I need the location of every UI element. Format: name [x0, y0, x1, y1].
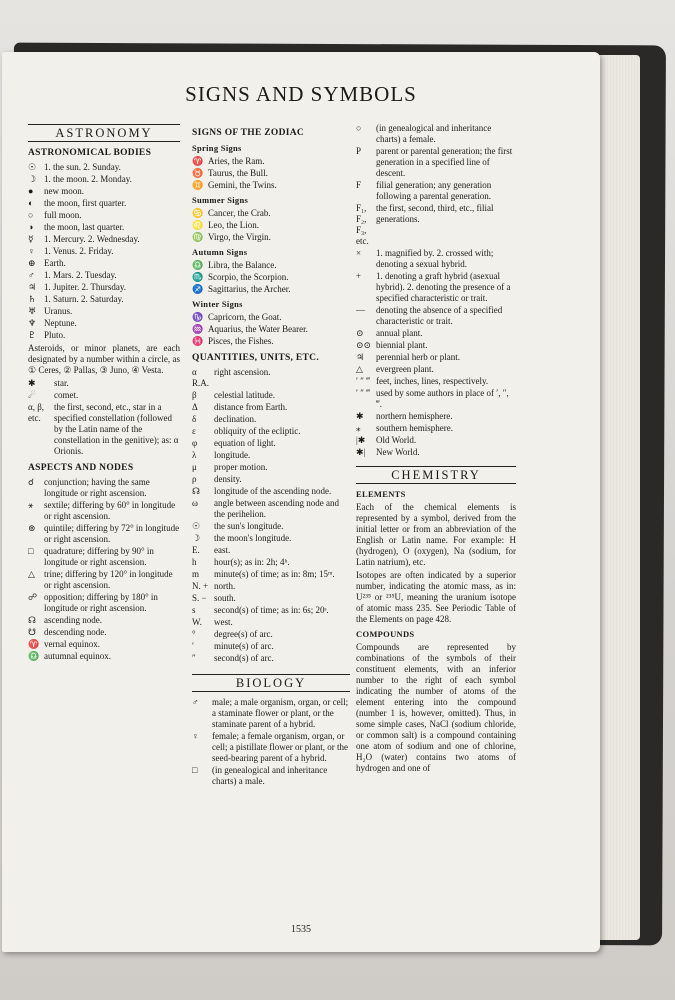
bodies2-list — [28, 378, 180, 457]
entry-text: male; a male organism, organ, or cell; a staminate flower or plant, or the staminate parent of a hybrid. — [212, 697, 349, 729]
aspects-list — [28, 477, 180, 662]
entry-row — [192, 581, 350, 592]
entry-row — [28, 390, 180, 401]
symbol: ♀ — [28, 246, 35, 256]
entry-text: Scorpio, the Scorpion. — [208, 272, 289, 282]
symbol: S. − — [192, 593, 207, 603]
symbol: |✱ — [356, 435, 366, 445]
symbol: □ — [28, 546, 34, 556]
entry-row — [356, 328, 516, 339]
entry-text: quintile; differing by 72° in longitude or right ascension. — [44, 523, 180, 544]
symbol: ✱| — [356, 447, 366, 457]
symbol: ● — [28, 186, 34, 196]
entry-row — [192, 324, 350, 335]
quantities-list — [192, 367, 350, 664]
entry-row — [192, 617, 350, 628]
entry-text: Aries, the Ram. — [208, 156, 265, 166]
entry-row — [356, 180, 516, 202]
entry-row — [28, 306, 180, 317]
symbol: δ — [192, 414, 197, 424]
entry-text: Virgo, the Virgin. — [208, 232, 271, 242]
symbol: □ — [192, 765, 198, 775]
symbol: ⊚ — [28, 523, 36, 533]
entry-text: the first, second, third, etc., filial generations. — [376, 203, 494, 224]
entry-text: used by some authors in place of ′, ″, ‴. — [376, 388, 509, 409]
entry-text: evergreen plant. — [376, 364, 434, 374]
entry-text: 1. the sun. 2. Sunday. — [44, 162, 121, 172]
symbol: ♆ — [28, 318, 37, 328]
entry-text: vernal equinox. — [44, 639, 100, 649]
entry-text: autumnal equinox. — [44, 651, 111, 661]
entry-text: Aquarius, the Water Bearer. — [208, 324, 308, 334]
entry-text: descending node. — [44, 627, 107, 637]
entry-row — [28, 234, 180, 245]
book-page — [2, 52, 600, 952]
entry-text: feet, inches, lines, respectively. — [376, 376, 489, 386]
entry-row — [356, 123, 516, 145]
symbol: ε — [192, 426, 196, 436]
symbol: ⊙ — [356, 328, 364, 338]
entry-text: Leo, the Lion. — [208, 220, 259, 230]
entry-row — [28, 294, 180, 305]
entry-row — [28, 330, 180, 341]
entry-text: the moon, first quarter. — [44, 198, 127, 208]
symbol: F₁, F₂, F₃, etc. — [356, 203, 369, 246]
entry-row — [28, 651, 180, 662]
symbol: ☄ — [28, 390, 37, 400]
entry-row — [28, 523, 180, 545]
entry-text: annual plant. — [376, 328, 423, 338]
symbol: ☉ — [28, 162, 37, 172]
symbol: ♍ — [192, 232, 204, 242]
biology-heading: BIOLOGY — [192, 674, 350, 692]
entry-text: quadrature; differing by 90° in longitude or right ascension. — [44, 546, 154, 567]
entry-text: southern hemisphere. — [376, 423, 453, 433]
entry-text: right ascension. — [214, 367, 271, 377]
entry-text: 1. Mercury. 2. Wednesday. — [44, 234, 140, 244]
symbol: ☉ — [192, 521, 201, 531]
entry-text: Gemini, the Twins. — [208, 180, 277, 190]
symbol: ⁎ — [356, 423, 361, 433]
entry-row — [28, 186, 180, 197]
zodiac-group-list — [192, 208, 350, 243]
chemistry-heading: CHEMISTRY — [356, 466, 516, 484]
entry-text: equation of light. — [214, 438, 276, 448]
entry-text: the moon, last quarter. — [44, 222, 125, 232]
symbol: ♋ — [192, 208, 204, 218]
column-zodiac — [192, 122, 350, 788]
entry-row — [192, 498, 350, 520]
symbol: ☍ — [28, 592, 38, 602]
symbol: + — [356, 271, 362, 281]
entry-text: 1. Mars. 2. Tuesday. — [44, 270, 117, 280]
entry-row — [192, 232, 350, 243]
entry-text: ascending node. — [44, 615, 102, 625]
symbol: ♓ — [192, 336, 204, 346]
entry-text: northern hemisphere. — [376, 411, 453, 421]
entry-row — [28, 500, 180, 522]
symbol: ⚹ — [28, 500, 34, 510]
zodiac-group-heading: Spring Signs — [192, 143, 242, 153]
entry-text: 1. magnified by. 2. crossed with; denoting a sexual hybrid. — [376, 248, 494, 269]
page-title: SIGNS AND SYMBOLS — [185, 82, 417, 106]
entry-text: second(s) of time; as in: 6s; 20ˢ. — [214, 605, 329, 615]
entry-row — [356, 203, 516, 247]
entry-row — [356, 352, 516, 363]
entry-row — [192, 180, 350, 191]
symbol: ♄ — [28, 294, 37, 304]
symbol: ◐ — [28, 198, 34, 208]
entry-row — [28, 198, 180, 209]
symbol: h — [192, 557, 197, 567]
entry-text: obliquity of the ecliptic. — [214, 426, 301, 436]
entry-row — [192, 629, 350, 640]
entry-row — [356, 146, 516, 179]
symbol: ♉ — [192, 168, 204, 178]
zodiac-group-heading: Winter Signs — [192, 299, 243, 309]
symbol: ♂ — [28, 270, 35, 280]
symbol: ♅ — [28, 306, 37, 316]
zodiac-group-heading: Autumn Signs — [192, 247, 248, 257]
entry-text: west. — [214, 617, 233, 627]
symbol: ′ ″ ‴ — [356, 376, 370, 386]
symbol: ω — [192, 498, 198, 508]
entry-text: 1. Venus. 2. Friday. — [44, 246, 114, 256]
zodiac-group-list — [192, 260, 350, 295]
symbol: ☽ — [192, 533, 201, 543]
aspects-heading: ASPECTS AND NODES — [28, 463, 134, 473]
entry-row — [192, 605, 350, 616]
entry-row — [192, 697, 350, 730]
symbol: Δ — [192, 402, 198, 412]
symbol: φ — [192, 438, 198, 448]
symbol: α, β, etc. — [28, 402, 45, 423]
entry-row — [28, 162, 180, 173]
entry-text: longitude. — [214, 450, 251, 460]
symbol: ♀ — [192, 731, 199, 741]
zodiac-group-list — [192, 312, 350, 347]
symbol: ♐ — [192, 284, 204, 294]
entry-row — [192, 156, 350, 167]
entry-row — [356, 447, 516, 458]
entry-row — [356, 435, 516, 446]
entry-text: New World. — [376, 447, 420, 457]
symbol: ′ — [192, 641, 194, 651]
zodiac-group-list — [192, 156, 350, 191]
biology-list-second — [356, 123, 516, 458]
symbol: ♑ — [192, 312, 204, 322]
entry-row — [192, 336, 350, 347]
entry-row — [28, 477, 180, 499]
entry-row — [192, 533, 350, 544]
entry-text: Sagittarius, the Archer. — [208, 284, 291, 294]
zodiac-groups — [192, 143, 350, 347]
symbol: ☊ — [192, 486, 200, 496]
symbol: ♎ — [28, 651, 40, 661]
entry-row — [192, 438, 350, 449]
column-biology-chemistry — [356, 122, 516, 776]
entry-text: north. — [214, 581, 236, 591]
symbol: ⊙⊙ — [356, 340, 372, 350]
entry-text: filial generation; any generation following a parental generation. — [376, 180, 492, 201]
entry-row — [192, 731, 350, 764]
elements-heading: ELEMENTS — [356, 489, 406, 499]
symbol: — — [356, 305, 365, 315]
entry-row — [356, 305, 516, 327]
entry-text: Pisces, the Fishes. — [208, 336, 274, 346]
entry-row — [28, 282, 180, 293]
entry-row — [192, 284, 350, 295]
entry-text: proper motion. — [214, 462, 268, 472]
bodies-list — [28, 162, 180, 341]
symbol: ρ — [192, 474, 197, 484]
entry-row — [192, 402, 350, 413]
entry-row — [192, 208, 350, 219]
symbol: ♃ — [356, 352, 365, 362]
symbol: μ — [192, 462, 197, 472]
symbol: ♃ — [28, 282, 37, 292]
compounds-heading: COMPOUNDS — [356, 629, 415, 639]
entry-text: Libra, the Balance. — [208, 260, 277, 270]
entry-text: Neptune. — [44, 318, 77, 328]
entry-text: conjunction; having the same longitude or right ascension. — [44, 477, 150, 498]
symbol: ☿ — [28, 234, 34, 244]
entry-text: east. — [214, 545, 231, 555]
entry-text: parent or parental generation; the first generation in a specified line of descent. — [376, 146, 513, 178]
entry-row — [192, 521, 350, 532]
symbol: W. — [192, 617, 202, 627]
entry-text: full moon. — [44, 210, 82, 220]
biology-list-first — [192, 697, 350, 787]
entry-row — [28, 627, 180, 638]
entry-text: minute(s) of arc. — [214, 641, 274, 651]
symbol: ☊ — [28, 615, 36, 625]
entry-row — [192, 272, 350, 283]
symbol: β — [192, 390, 197, 400]
entry-text: minute(s) of time; as in: 8m; 15ᵐ. — [214, 569, 335, 579]
symbol: ♇ — [28, 330, 37, 340]
entry-row — [192, 653, 350, 664]
entry-row — [28, 222, 180, 233]
entry-row — [192, 367, 350, 389]
entry-text: second(s) of arc. — [214, 653, 274, 663]
column-astronomy — [28, 122, 180, 663]
symbol: ✱ — [28, 378, 36, 388]
quantities-heading: QUANTITIES, UNITS, ETC. — [192, 353, 320, 363]
entry-text: Old World. — [376, 435, 417, 445]
entry-text: biennial plant. — [376, 340, 428, 350]
entry-row — [192, 765, 350, 787]
entry-text: Pluto. — [44, 330, 66, 340]
symbol: ☌ — [28, 477, 35, 487]
entry-text: celestial latitude. — [214, 390, 275, 400]
entry-text: south. — [214, 593, 236, 603]
entry-row — [28, 402, 180, 457]
symbol: ✱ — [356, 411, 364, 421]
entry-row — [192, 462, 350, 473]
entry-row — [28, 639, 180, 650]
entry-text: the moon's longitude. — [214, 533, 292, 543]
symbol: ☽ — [28, 174, 37, 184]
entry-row — [192, 557, 350, 568]
entry-text: degree(s) of arc. — [214, 629, 273, 639]
bodies-heading: ASTRONOMICAL BODIES — [28, 148, 152, 158]
symbol: ″ — [192, 653, 196, 663]
symbol: △ — [356, 364, 363, 374]
entry-row — [192, 426, 350, 437]
symbol: ⊕ — [28, 258, 36, 268]
entry-text: density. — [214, 474, 242, 484]
entry-text: star. — [54, 378, 69, 388]
symbol: ♒ — [192, 324, 204, 334]
entry-row — [28, 246, 180, 257]
entry-text: longitude of the ascending node. — [214, 486, 332, 496]
symbol: × — [356, 248, 362, 258]
zodiac-group-heading: Summer Signs — [192, 195, 249, 205]
entry-text: the sun's longitude. — [214, 521, 284, 531]
entry-row — [28, 258, 180, 269]
entry-row — [356, 364, 516, 375]
astronomy-heading: ASTRONOMY — [28, 124, 180, 142]
entry-row — [192, 312, 350, 323]
entry-row — [356, 376, 516, 387]
entry-row — [28, 592, 180, 614]
entry-row — [192, 545, 350, 556]
entry-row — [28, 378, 180, 389]
entry-row — [356, 248, 516, 270]
entry-row — [28, 210, 180, 221]
entry-text: 1. denoting a graft hybrid (asexual hybrid). 2. denoting the presence of a specified characteristic or trait. — [376, 271, 511, 303]
elements-text: Each of the chemical elements is represented by a symbol, derived from the initial letter or from an abbreviation of the English or Latin name. For example: H (hydrogen), O (oxygen), Na (sodium, for Latin natrium), etc. — [356, 502, 516, 567]
asteroids-note: Asteroids, or minor planets, are each designated by a number within a circle, as ① Ceres, ② Pallas, ③ Juno, ④ Vesta. — [28, 343, 180, 375]
symbol: ◑ — [28, 222, 34, 232]
entry-text: declination. — [214, 414, 257, 424]
entry-row — [192, 486, 350, 497]
symbol: α R.A. — [192, 367, 210, 388]
entry-text: distance from Earth. — [214, 402, 288, 412]
entry-text: denoting the absence of a specified characteristic or trait. — [376, 305, 503, 326]
entry-text: hour(s); as in: 2h; 4ʰ. — [214, 557, 290, 567]
entry-text: 1. Jupiter. 2. Thursday. — [44, 282, 126, 292]
entry-row — [28, 615, 180, 626]
entry-row — [28, 174, 180, 185]
page-number: 1535 — [291, 924, 311, 935]
symbol: λ — [192, 450, 197, 460]
symbol: ○ — [28, 210, 34, 220]
entry-row — [356, 411, 516, 422]
entry-text: Cancer, the Crab. — [208, 208, 271, 218]
entry-row — [356, 423, 516, 434]
entry-text: opposition; differing by 180° in longitude or right ascension. — [44, 592, 158, 613]
symbol: ° — [192, 629, 196, 639]
entry-text: angle between ascending node and the perihelion. — [214, 498, 339, 519]
symbol: P — [356, 146, 362, 156]
symbol: ○ — [356, 123, 362, 133]
symbol: ♈ — [28, 639, 40, 649]
entry-row — [192, 220, 350, 231]
entry-text: comet. — [54, 390, 79, 400]
entry-text: Capricorn, the Goat. — [208, 312, 282, 322]
entry-row — [192, 168, 350, 179]
entry-row — [192, 593, 350, 604]
entry-text: Uranus. — [44, 306, 73, 316]
isotopes-text: Isotopes are often indicated by a superior number, indicating the atomic mass, as in: U²³⁵ or ²³⁵U, meaning the uranium isotope of atomic mass 235. See Periodic Table of the Elements on page 428. — [356, 570, 516, 624]
entry-text: 1. Saturn. 2. Saturday. — [44, 294, 124, 304]
entry-text: perennial herb or plant. — [376, 352, 460, 362]
symbol: ♂ — [192, 697, 199, 707]
entry-row — [192, 414, 350, 425]
entry-row — [192, 474, 350, 485]
compounds-text: Compounds are represented by combinations of the symbols of their constituent elements, with an inferior number to the right of each symbol indicating the number of atoms of the element entering into the compound (number 1 is, however, omitted). Thus, in some simple cases, NaCl (sodium chloride, or common salt) is a compound containing one atom of sodium and one of chlorine, H₂O (water) contains two atoms of hydrogen and one of — [356, 642, 516, 773]
entry-text: the first, second, etc., star in a specified constellation (followed by the Latin name of the constellation in the genitive); as: α Orionis. — [54, 402, 179, 456]
entry-text: new moon. — [44, 186, 84, 196]
symbol: ♌ — [192, 220, 204, 230]
entry-row — [192, 641, 350, 652]
symbol: ♎ — [192, 260, 204, 270]
entry-row — [28, 318, 180, 329]
entry-text: sextile; differing by 60° in longitude or right ascension. — [44, 500, 176, 521]
entry-row — [356, 271, 516, 304]
symbol: E. — [192, 545, 200, 555]
symbol: F — [356, 180, 362, 190]
entry-row — [192, 260, 350, 271]
entry-row — [192, 390, 350, 401]
symbol: ′ ″ ‴ — [356, 388, 370, 398]
entry-text: 1. the moon. 2. Monday. — [44, 174, 132, 184]
entry-text: trine; differing by 120° in longitude or right ascension. — [44, 569, 173, 590]
symbol: △ — [28, 569, 35, 579]
entry-row — [192, 450, 350, 461]
entry-row — [28, 569, 180, 591]
entry-row — [192, 569, 350, 580]
symbol: ♊ — [192, 180, 204, 190]
entry-text: Taurus, the Bull. — [208, 168, 268, 178]
entry-text: (in genealogical and inheritance charts) a male. — [212, 765, 328, 786]
symbol: m — [192, 569, 200, 579]
entry-row — [356, 340, 516, 351]
entry-text: Earth. — [44, 258, 66, 268]
symbol: ♈ — [192, 156, 204, 166]
entry-text: (in genealogical and inheritance charts) a female. — [376, 123, 492, 144]
symbol: ♏ — [192, 272, 204, 282]
entry-text: female; a female organism, organ, or cell; a pistillate flower or plant, or the seed-bearing parent of a hybrid. — [212, 731, 348, 763]
entry-row — [356, 388, 516, 410]
entry-row — [28, 270, 180, 281]
zodiac-heading: SIGNS OF THE ZODIAC — [192, 128, 305, 138]
symbol: s — [192, 605, 196, 615]
symbol: N. + — [192, 581, 209, 591]
entry-row — [28, 546, 180, 568]
symbol: ☋ — [28, 627, 36, 637]
